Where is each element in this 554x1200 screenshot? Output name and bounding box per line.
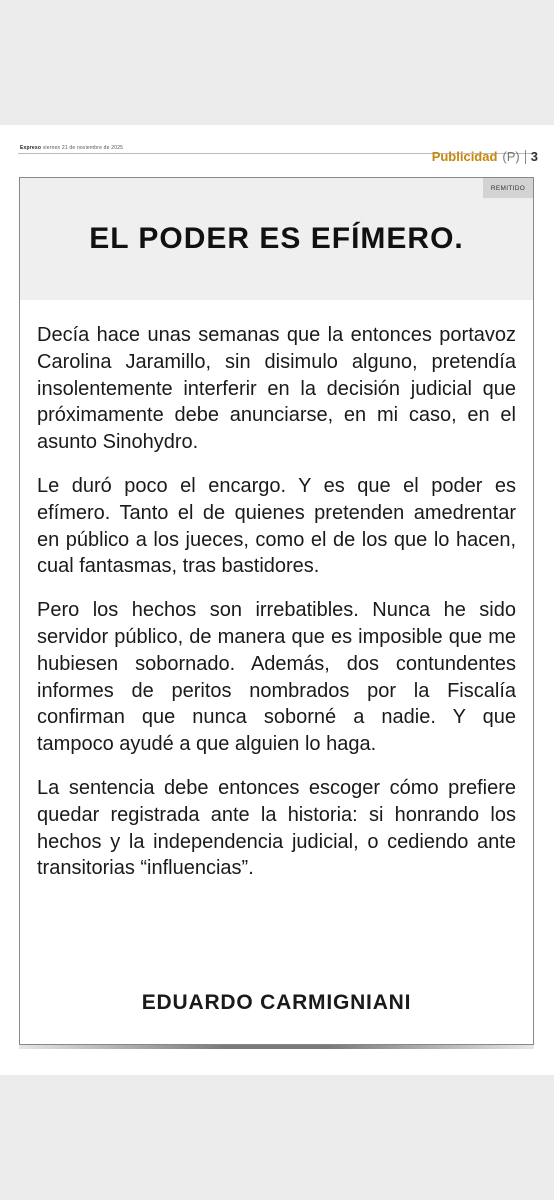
masthead: [20, 145, 123, 151]
paragraph: Le duró poco el encargo. Y es que el poder es efímero. Tanto el de quienes pretenden amedrentar en público a los jueces, como el de los que lo hacen, cual fantasmas, tras bastidores.: [37, 474, 516, 578]
masthead-date: viernes 21 de noviembre de 2025: [42, 145, 124, 151]
newspaper-page: [0, 125, 554, 1075]
masthead-brand: Expreso: [20, 145, 42, 151]
section-divider: [525, 150, 526, 164]
page-number: 3: [530, 149, 538, 164]
title-band: [20, 178, 533, 300]
bottom-shadow-rule: [19, 1045, 534, 1049]
paid-announcement-box: [19, 177, 534, 1045]
author-signature: EDUARDO CARMIGNIANI: [141, 991, 412, 1014]
paragraph: La sentencia debe entonces escoger cómo prefiere quedar registrada ante la historia: si honrando los hechos y la independencia judicial, o cediendo ante transitorias “influencias”.: [37, 776, 516, 880]
paragraph: Pero los hechos son irrebatibles. Nunca he sido servidor público, de manera que es imposible que me hubiesen sobornado. Además, dos contundentes informes de peritos nombrados por la Fiscalía confirman que nunca soborné a nadie. Y que tampoco ayudé a que alguien lo haga.: [37, 599, 516, 756]
article-body: [37, 322, 516, 899]
section-header: [432, 149, 538, 164]
remitido-badge: REMITIDO: [483, 178, 533, 198]
article-title: EL PODER ES EFÍMERO.: [89, 222, 464, 255]
paragraph: Decía hace unas semanas que la entonces portavoz Carolina Jaramillo, sin disimulo alguno, pretendía insolentemente interferir en la decisión judicial que próximamente debe anunciarse, en mi caso, en el asunto Sinohydro.: [37, 324, 516, 454]
section-label: Publicidad: [431, 149, 498, 164]
section-tag: (P): [502, 149, 520, 164]
